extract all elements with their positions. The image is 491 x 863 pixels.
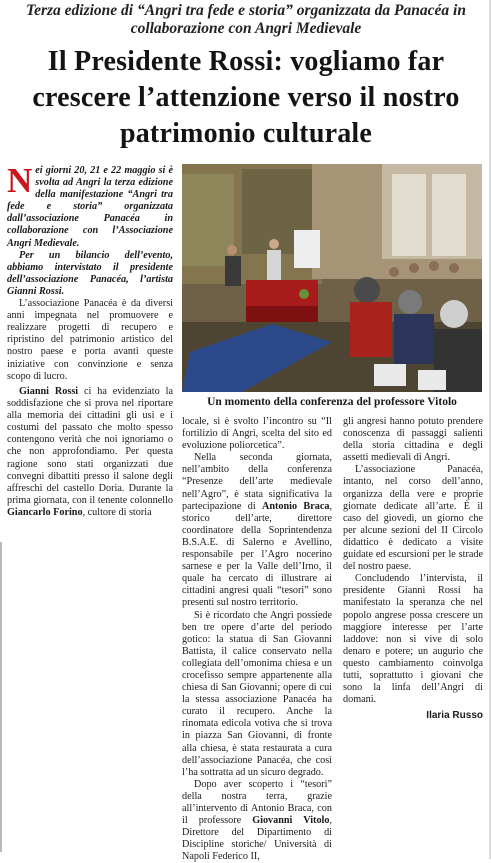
person-name: Gianni Rossi [19,386,79,397]
body-paragraph: Concludendo l’intervista, il presidente Gianni Rossi ha manifestato la speranza che nel popolo angrese possa crescere un maggiore interesse per l’arte laddove: non si vive di solo denaro e potere; un augurio che questo cambiamento coinvolga tutti, soprattutto i giovani che sono la linfa dell’Angri di domani. [343,573,483,706]
body-paragraph: Si è ricordato che Angri possiede ben tre opere d’arte del periodo gotico: la statua di San Giovanni Battista, il calice conservato nella collegiata dell’omonima chiesa e un crocefisso sempre appartenente alla chiesa di San Giovanni; opere di cui la stessa associazione Panacéa ha curato il recupero. Anche la rinomata edicola votiva che si trova in piazza San Giovanni, di fronte alla chiesa, è stata restaurata a cura dell’associazione Panacéa, che così l’ha sottratta ad un sicuro degrado. [182,609,332,778]
scan-edge-left [0,542,2,852]
person-name: Giovanni Vitolo [252,815,330,827]
column-1-bottom [7,386,173,519]
body-paragraph: gli angresi hanno potuto prendere conoscenza di passaggi salienti della storia cittadina e degli assetti medievali di Angri. [343,416,483,464]
column-3 [343,416,483,722]
person-name: Giancarlo Forino [7,506,83,518]
body-paragraph: L’associazione Panacéa, intanto, nel corso dell’anno, organizza della vere e proprie giornate dedicate all’arte. È il caso del giovedì, un giorno che per alcune sezioni del II Circolo didattico è dedicato a visite guidate ed escursioni per le strade del nostro paese. [343,464,483,573]
article-kicker: Terza edizione di “Angri tra fede e storia” organizzata da Panacéa in collaborazione con Angri Medievale [26,2,466,37]
body-paragraph: Nella seconda giornata, nell’ambito della conferenza “Presenze dell’arte medievale nell’Agro”, è stata significativa la partecipazione di Antonio Braca, storico dell’arte, direttore coordinatore della Soprintendenza B.S.A.E. di Salerno e Avellino, responsabile per l’Agro nocerino sarnese e per la Valle dell’Irno, il quale ha cercato di illustrare ai cittadini angresi quali “tesori” sono presenti sul nostro territorio. [182,452,332,609]
body-paragraph: locale, si è svolto l’incontro su “Il fortilizio di Angri, scelta del sito ed evoluzione poliorcetica”. [182,416,332,452]
person-name: Antonio Braca [261,500,330,512]
lead-paragraph-2: Per un bilancio dell’evento, abbiamo intervistato il presidente dell’associazione Panacéa, l’artista Gianni Rossi. [7,249,173,297]
photo-caption: Un momento della conferenza del professore Vitolo [207,396,457,408]
lead-paragraph [7,161,173,250]
body-paragraph: Gianni Rossi ci ha evidenziato la soddisfazione che si prova nel riportare alla memoria dei cittadini gli usi e i costumi del passato che molto spesso contengono verità che noi ignoriamo o che non approfondiamo. Per questa ragione sono stati organizzati due convegni dibattiti presso il salone degli affreschi del castello Doria. Durante la prima giornata, con il tenente colonnello Giancarlo Forino, cultore di storia [7,386,173,518]
body-paragraph: L’associazione Panacéa è da diversi anni impegnata nel promuovere e realizzare progetti di recupero e ripristino del patrimonio artistico del nostro paese e porta avanti queste iniziative con convinzione e senza scopo di lucro. [7,298,173,382]
column-2 [182,416,332,863]
author-signature: Ilaria Russo [426,710,483,722]
conference-photo-image [182,164,482,392]
lead-text: ei giorni 20, 21 e 22 maggio si è svolta ad Angri la terza edizione della manifestazione “Angri tra fede e storia” organizzata dall’associazione Panacéa in collaborazione con l’Associazione Angri Medievale. [7,165,173,249]
drop-cap: N [7,161,33,200]
article-headline: Il Presidente Rossi: vogliamo far crescere l’attenzione verso il nostro patrimonio culturale [32,46,460,149]
column-1-top [7,161,173,383]
body-paragraph: Dopo aver scoperto i “tesori” della nostra terra, grazie all’intervento di Antonio Braca, con il professore Giovanni Vitolo, Direttore del Dipartimento di Discipline storiche/ Università di Napoli Federico II, [182,778,333,863]
conference-photo [182,164,482,392]
